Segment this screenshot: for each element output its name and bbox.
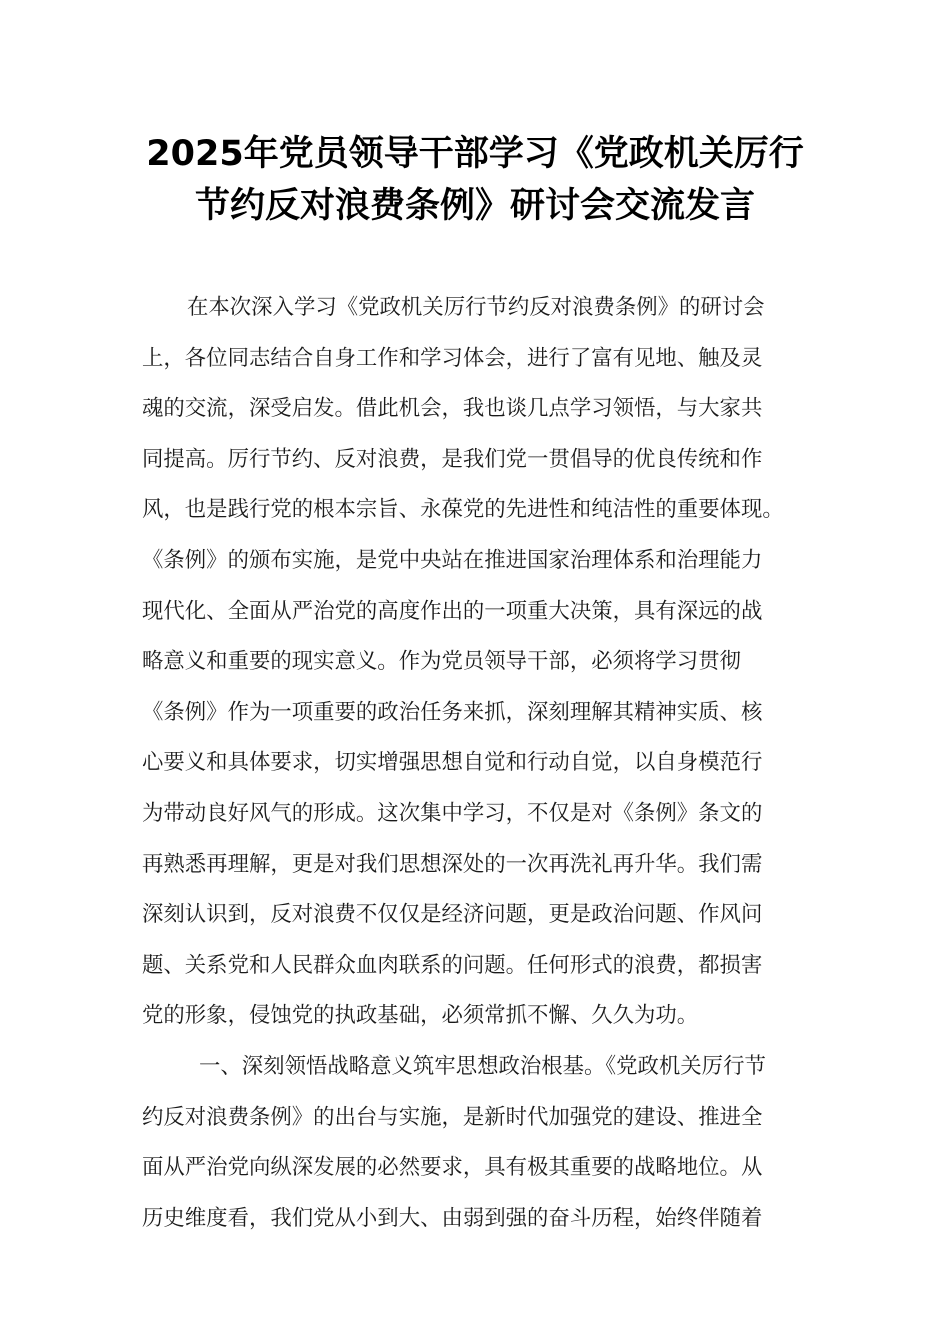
text-line: 《条例》的颁布实施，是党中央站在推进国家治理体系和治理能力 (142, 547, 763, 573)
text-line: 历史维度看，我们党从小到大、由弱到强的奋斗历程，始终伴随着 (142, 1205, 763, 1231)
document-title (120, 128, 830, 232)
text-line: 上，各位同志结合自身工作和学习体会，进行了富有见地、触及灵 (142, 345, 763, 371)
text-line: 略意义和重要的现实意义。作为党员领导干部，必须将学习贯彻 (142, 649, 741, 675)
text-line: 心要义和具体要求，切实增强思想自觉和行动自觉，以自身模范行 (142, 750, 763, 776)
text-line: 面从严治党向纵深发展的必然要求，具有极其重要的战略地位。从 (142, 1155, 763, 1181)
text-line: 现代化、全面从严治党的高度作出的一项重大决策，具有深远的战 (142, 598, 763, 624)
text-line: 约反对浪费条例》的出台与实施，是新时代加强党的建设、推进全 (142, 1104, 763, 1130)
text-line: 为带动良好风气的形成。这次集中学习，不仅是对《条例》条文的 (142, 800, 763, 826)
paragraph-intro (142, 283, 822, 1042)
title-line-2: 节约反对浪费条例》研讨会交流发言 (194, 186, 755, 226)
paragraph-section-1 (142, 1042, 822, 1244)
text-line: 在本次深入学习《党政机关厉行节约反对浪费条例》的研讨会 (187, 295, 765, 320)
text-line: 党的形象，侵蚀党的执政基础，必须常抓不懈、久久为功。 (142, 1003, 699, 1029)
text-line: 题、关系党和人民群众血肉联系的问题。任何形式的浪费，都损害 (142, 952, 763, 978)
text-line: 《条例》作为一项重要的政治任务来抓，深刻理解其精神实质、核 (142, 699, 763, 725)
title-line-1: 2025年党员领导干部学习《党政机关厉行 (146, 134, 804, 174)
text-line: 同提高。厉行节约、反对浪费，是我们党一贯倡导的优良传统和作 (142, 446, 763, 472)
text-line: 深刻认识到，反对浪费不仅仅是经济问题，更是政治问题、作风问 (142, 902, 763, 928)
text-line: 魂的交流，深受启发。借此机会，我也谈几点学习领悟，与大家共 (142, 396, 763, 422)
document-body (142, 283, 822, 1244)
text-line: 风，也是践行党的根本宗旨、永葆党的先进性和纯洁性的重要体现。 (142, 497, 784, 523)
text-line: 再熟悉再理解，更是对我们思想深处的一次再洗礼再升华。我们需 (142, 851, 763, 877)
section-heading-line: 一、深刻领悟战略意义筑牢思想政治根基。《党政机关厉行节 (199, 1053, 766, 1079)
